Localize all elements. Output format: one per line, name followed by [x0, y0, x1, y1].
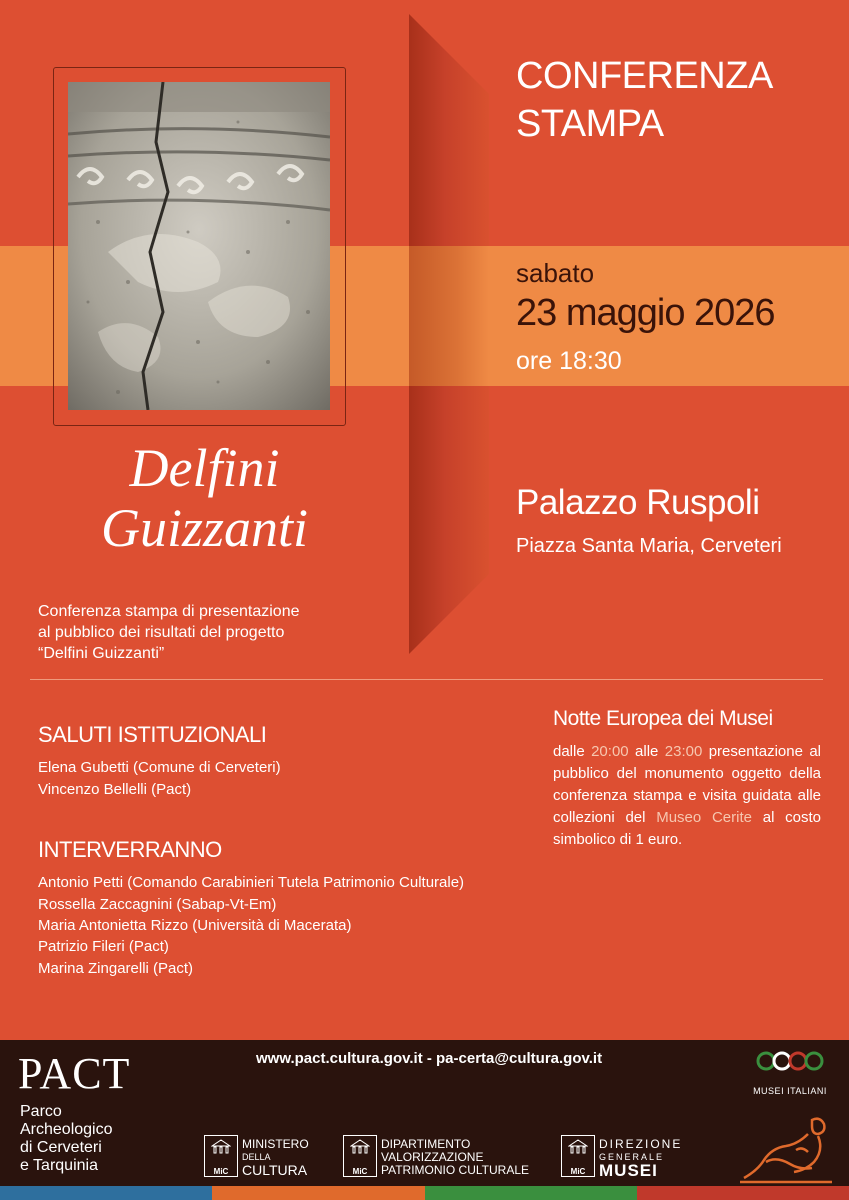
ministero-line: DELLA [242, 1152, 271, 1162]
heading-line1: CONFERENZA [516, 55, 773, 97]
event-time: ore 18:30 [516, 347, 622, 375]
title-line1: Delfini [129, 438, 280, 498]
notte-text: dalle [553, 743, 592, 760]
interventi-name: Rossella Zaccagnini (Sabap-Vt-Em) [38, 896, 277, 913]
building-icon [568, 1139, 588, 1155]
heading-line2: STAMPA [516, 103, 664, 145]
musei-italiani-label: MUSEI ITALIANI [753, 1086, 827, 1096]
mic-mark [343, 1135, 377, 1177]
mic-mark-text: MiC [570, 1167, 586, 1176]
stripe-orange [212, 1186, 424, 1200]
subtitle-line: “Delfini Guizzanti” [38, 645, 165, 662]
relief-photo [68, 82, 330, 410]
interventi-name: Antonio Petti (Comando Carabinieri Tutela Patrimonio Culturale) [38, 874, 465, 891]
event-date: 23 maggio 2026 [516, 292, 775, 334]
ministero-line: CULTURA [242, 1162, 308, 1178]
mic-mark [204, 1135, 238, 1177]
dipartimento-text [381, 1138, 529, 1177]
pact-line: Parco [20, 1103, 62, 1120]
title-line2: Guizzanti [100, 498, 309, 558]
subtitle [38, 601, 363, 664]
ministero-text [242, 1138, 309, 1177]
pact-line: di Cerveteri [20, 1139, 102, 1156]
event-venue: Palazzo Ruspoli [516, 483, 760, 522]
mic-mark-text: MiC [213, 1167, 229, 1176]
stripe-blue [0, 1186, 212, 1200]
musei-italiani-icon [754, 1050, 826, 1072]
direzione-line: MUSEI [599, 1161, 658, 1180]
color-stripes [0, 1186, 849, 1200]
divider [30, 679, 823, 680]
notte-text: presentazione al pubblico del monumento oggetto della conferenza stampa e visita guidata alle collezioni del [553, 743, 822, 826]
sarcophagus-figure-icon [736, 1114, 836, 1186]
dipartimento-logo [343, 1133, 529, 1177]
subtitle-line: Conferenza stampa di presentazione [38, 603, 300, 620]
interventi-name: Maria Antonietta Rizzo (Università di Macerata) [38, 917, 352, 934]
direzione-musei-logo [561, 1133, 683, 1180]
notte-heading: Notte Europea dei Musei [553, 707, 773, 730]
event-address: Piazza Santa Maria, Cerveteri [516, 535, 782, 557]
band-fold [409, 246, 489, 386]
direzione-line: DIREZIONE [599, 1137, 683, 1151]
website-contact[interactable]: www.pact.cultura.gov.it - pa-certa@cultura.gov.it [256, 1050, 603, 1067]
building-icon [350, 1139, 370, 1155]
dipartimento-line: PATRIMONIO CULTURALE [381, 1163, 530, 1177]
building-icon [211, 1139, 231, 1155]
stripe-red [637, 1186, 849, 1200]
interventi-name: Patrizio Fileri (Pact) [38, 938, 169, 955]
museo-cerite-highlight: Museo Cerite [656, 809, 752, 826]
title [0, 438, 409, 558]
notte-end-time: 23:00 [664, 743, 703, 760]
dipartimento-line: DIPARTIMENTO [381, 1137, 471, 1151]
interventi-heading: INTERVERRANNO [38, 837, 222, 862]
stripe-green [425, 1186, 637, 1200]
event-day: sabato [516, 258, 595, 288]
mic-mark [561, 1135, 595, 1177]
subtitle-line: al pubblico dei risultati del progetto [38, 624, 285, 641]
stone-relief-image [68, 82, 330, 410]
ministero-line: MINISTERO [242, 1137, 309, 1151]
pact-line: Archeologico [20, 1121, 113, 1138]
conference-heading [516, 52, 773, 148]
saluti-name: Vincenzo Bellelli (Pact) [38, 781, 192, 798]
interventi-name: Marina Zingarelli (Pact) [38, 960, 194, 977]
notte-start-time: 20:00 [591, 743, 629, 760]
notte-text: al costo simbolico di 1 euro. [553, 809, 821, 848]
dipartimento-line: VALORIZZAZIONE [381, 1150, 484, 1164]
saluti-name: Elena Gubetti (Comune di Cerveteri) [38, 759, 281, 776]
direzione-text [599, 1137, 683, 1180]
pact-name [20, 1103, 113, 1175]
mic-mark-text: MiC [352, 1167, 368, 1176]
direzione-line: GENERALE [599, 1152, 665, 1162]
pact-logo: PACT [18, 1049, 131, 1098]
notte-text: alle [628, 743, 665, 760]
pact-line: e Tarquinia [20, 1157, 98, 1174]
saluti-heading: SALUTI ISTITUZIONALI [38, 722, 267, 747]
ministero-logo [204, 1133, 309, 1177]
notte-description [553, 741, 821, 851]
